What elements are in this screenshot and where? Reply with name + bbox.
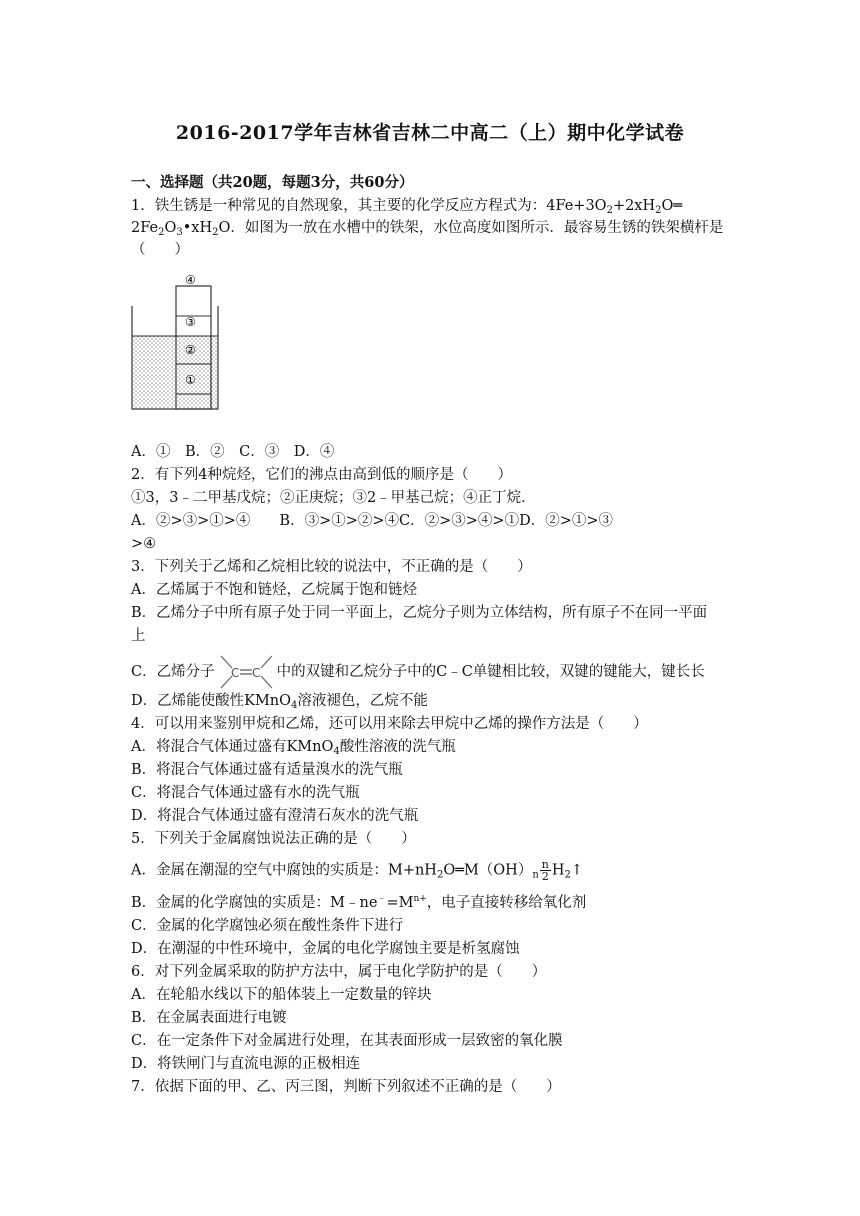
q3-option-b-wrap: 上 (131, 628, 146, 644)
q4-stem: 4．可以用来鉴别甲烷和乙烯，还可以用来除去甲烷中乙烯的操作方法是（ ） (131, 716, 648, 732)
iron-frame-water-tank-figure (131, 270, 226, 410)
figure-label-3: ③ (185, 315, 196, 329)
figure-label-4: ④ (185, 273, 196, 287)
section-heading: 一、选择题（共20题，每题3分，共60分） (131, 174, 414, 191)
exam-title: 2016-2017学年吉林省吉林二中高二（上）期中化学试卷 (175, 122, 685, 144)
q2-options-wrap: >④ (131, 536, 157, 552)
q6-option-d: D．将铁闸门与直流电源的正极相连 (131, 1056, 361, 1072)
double-bond-structure-image (217, 652, 275, 692)
q3-option-b: B．乙烯分子中所有原子处于同一平面上，乙烷分子则为立体结构，所有原子不在同一平面 (131, 605, 708, 621)
q1-options: A．① B．② C．③ D．④ (131, 444, 335, 460)
q5-stem: 5．下列关于金属腐蚀说法正确的是（ ） (131, 831, 416, 847)
q1-line2: $2Fe_2O_3•xH_2O$．如图为一放在水槽中的铁架，水位高度如图所示．最容易生锈的铁架横杆是 (131, 220, 724, 238)
q7-stem: 7．依据下面的甲、乙、丙三图，判断下列叙述不正确的是（ ） (131, 1079, 561, 1095)
q6-option-b: B．在金属表面进行电镀 (131, 1010, 287, 1026)
q6-option-a: A．在轮船水线以下的船体装上一定数量的锌块 (131, 987, 432, 1003)
q2-options: A．②>③>①>④ B．③>①>②>④C．②>③>④>①D．②>①>③ (131, 513, 613, 529)
q5-option-d: D．在潮湿的中性环境中，金属的电化学腐蚀主要是析氢腐蚀 (131, 941, 520, 957)
q5-option-a: A．金属在潮湿的空气中腐蚀的实质是：$M+nH_2O═M(OH)_n$ $\frac{n}{2}$ $H_2↑$ (131, 858, 584, 883)
n-over-2-fraction: $\frac{n}{2}$ (541, 858, 549, 883)
q3-stem: 3．下列关于乙烯和乙烷相比较的说法中，不正确的是（ ） (131, 559, 532, 575)
q2-stem: 2．有下列4种烷烃，它们的沸点由高到低的顺序是（ ） (131, 467, 512, 483)
figure-label-2: ② (185, 343, 196, 357)
q1-line1: 1．铁生锈是一种常见的自然现象，其主要的化学反应方程式为：$4Fe+3O_2+2xH_2O═$ (131, 198, 683, 216)
q5-option-c: C．金属的化学腐蚀必须在酸性条件下进行 (131, 918, 404, 934)
q3-option-a: A．乙烯属于不饱和链烃，乙烷属于饱和链烃 (131, 582, 417, 598)
q6-stem: 6．对下列金属采取的防护方法中，属于电化学防护的是（ ） (131, 964, 547, 980)
q4-option-a: A．将混合气体通过盛有KMnO$_4$酸性溶液的洗气瓶 (131, 739, 456, 757)
q4-option-d: D．将混合气体通过盛有澄清石灰水的洗气瓶 (131, 808, 419, 824)
q4-option-b: B．将混合气体通过盛有适量溴水的洗气瓶 (131, 762, 403, 778)
q1-line3: （ ） (131, 242, 189, 258)
svg-text:C: C (230, 666, 239, 680)
q6-option-c: C．在一定条件下对金属进行处理，在其表面形成一层致密的氧化膜 (131, 1033, 563, 1049)
q4-option-c: C．将混合气体通过盛有水的洗气瓶 (131, 785, 360, 801)
q2-items: ①3，3﹣二甲基戊烷；②正庚烷；③2﹣甲基己烷；④正丁烷． (131, 490, 536, 506)
figure-label-1: ① (185, 373, 196, 387)
q3-option-d: D．乙烯能使酸性KMnO$_4$溶液褪色，乙烷不能 (131, 693, 428, 711)
svg-text:C: C (251, 666, 260, 680)
q3-option-c: C．乙烯分子 C C 中的双键和乙烷分子中的C﹣C单键相比较，双键的键能大，键长长 (131, 652, 705, 692)
q5-option-b: B．金属的化学腐蚀的实质是：$M﹣ne^﹣=M^{n+}$，电子直接转移给氧化剂 (131, 894, 587, 911)
